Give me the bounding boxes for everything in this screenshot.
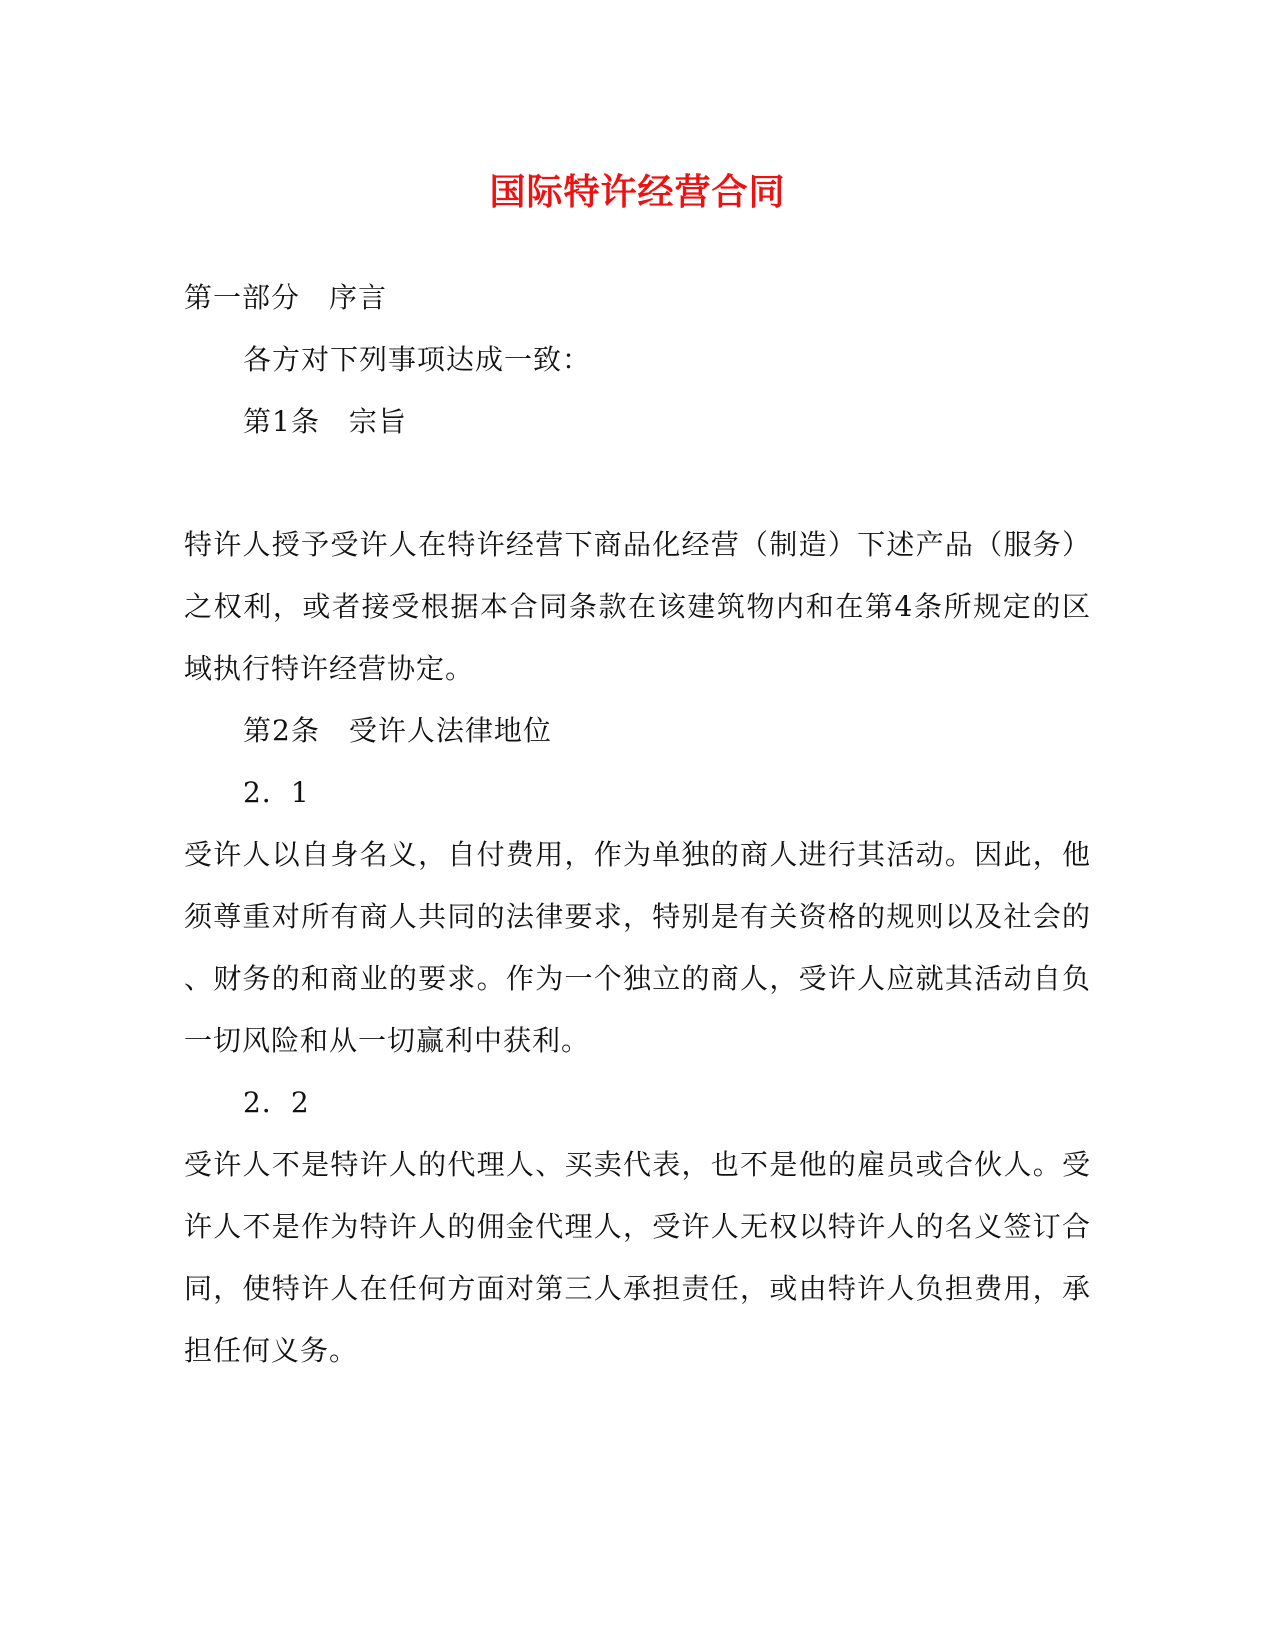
article1-line: 之权利，或者接受根据本合同条款在该建筑物内和在第4条所规定的区: [184, 590, 1090, 623]
article1-line: 特许人授予受许人在特许经营下商品化经营（制造）下述产品（服务）: [184, 528, 1090, 561]
clause-2-1-line: 须尊重对所有商人共同的法律要求，特别是有关资格的规则以及社会的: [184, 900, 1090, 933]
clause-2-2-number: 2．2: [243, 1086, 310, 1119]
article1-heading: 第1条 宗旨: [243, 405, 407, 438]
clause-2-1-line: 一切风险和从一切赢利中获利。: [184, 1024, 591, 1057]
clause-2-2-line: 受许人不是特许人的代理人、买卖代表，也不是他的雇员或合伙人。受: [184, 1148, 1090, 1181]
document-title: 国际特许经营合同: [489, 171, 786, 213]
agreement-intro: 各方对下列事项达成一致：: [243, 343, 592, 376]
clause-2-1-line: 受许人以自身名义，自付费用，作为单独的商人进行其活动。因此，他: [184, 838, 1090, 871]
clause-2-2-line: 许人不是作为特许人的佣金代理人，受许人无权以特许人的名义签订合: [184, 1210, 1090, 1243]
part1-heading: 第一部分 序言: [184, 281, 388, 314]
clause-2-1-number: 2．1: [243, 776, 310, 809]
clause-2-2-line: 同，使特许人在任何方面对第三人承担责任，或由特许人负担费用，承: [184, 1272, 1090, 1305]
clause-2-2-line: 担任何义务。: [184, 1334, 359, 1367]
article2-heading: 第2条 受许人法律地位: [243, 714, 552, 747]
article1-line: 域执行特许经营协定。: [184, 652, 475, 685]
clause-2-1-line: 、财务的和商业的要求。作为一个独立的商人，受许人应就其活动自负: [184, 962, 1090, 995]
